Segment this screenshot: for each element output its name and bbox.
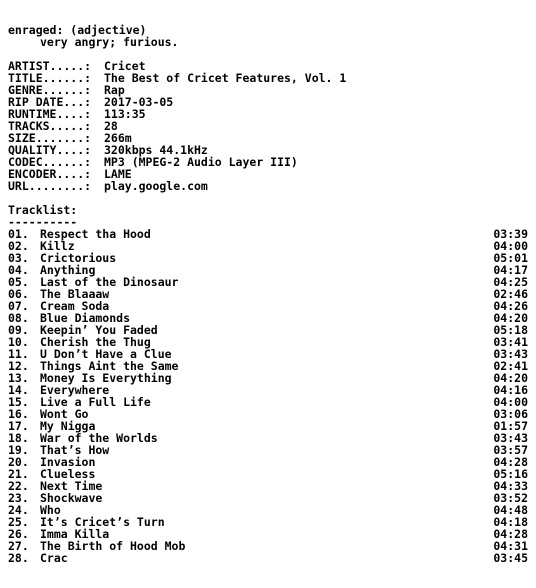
track-duration: 01:57 (493, 419, 528, 433)
metadata-key: RIP DATE...: (8, 95, 92, 109)
track-title: Things Aint the Same (40, 359, 179, 373)
track-duration: 03:57 (493, 443, 528, 457)
track-duration: 04:28 (493, 527, 528, 541)
track-duration: 02:46 (493, 287, 528, 301)
track-duration: 03:06 (493, 407, 528, 421)
track-row (8, 552, 528, 564)
track-duration: 04:16 (493, 383, 528, 397)
track-title: Imma Killa (40, 527, 110, 541)
track-number: 03. (8, 251, 29, 265)
metadata-value: MP3 (MPEG-2 Audio Layer III) (104, 155, 298, 169)
track-title: Crictorious (40, 251, 117, 265)
track-duration: 04:17 (493, 263, 528, 277)
track-number: 15. (8, 395, 29, 409)
track-number: 24. (8, 503, 29, 517)
track-title: Last of the Dinosaur (40, 275, 179, 289)
track-number: 13. (8, 371, 29, 385)
track-number: 27. (8, 539, 29, 553)
track-duration: 05:01 (493, 251, 528, 265)
spacer (8, 192, 528, 204)
metadata-value: Cricet (104, 59, 146, 73)
track-duration: 04:20 (493, 371, 528, 385)
definition-meaning: very angry; furious. (40, 35, 179, 49)
track-duration: 03:52 (493, 491, 528, 505)
metadata-value: 113:35 (104, 107, 146, 121)
track-duration: 04:18 (493, 515, 528, 529)
track-title: Invasion (40, 455, 96, 469)
track-number: 25. (8, 515, 29, 529)
track-duration: 03:45 (493, 551, 528, 565)
metadata-key: TRACKS.....: (8, 119, 92, 133)
metadata-key: ARTIST.....: (8, 59, 92, 73)
track-number: 14. (8, 383, 29, 397)
track-row (8, 540, 528, 552)
track-duration: 05:16 (493, 467, 528, 481)
track-duration: 03:43 (493, 347, 528, 361)
track-title: Wont Go (40, 407, 89, 421)
metadata-value: 266m (104, 131, 132, 145)
track-number: 01. (8, 227, 29, 241)
track-title: Keepin’ You Faded (40, 323, 158, 337)
track-title: It’s Cricet’s Turn (40, 515, 165, 529)
track-title: Anything (40, 263, 96, 277)
track-row (8, 492, 528, 504)
track-number: 12. (8, 359, 29, 373)
track-title: Respect tha Hood (40, 227, 151, 241)
track-number: 21. (8, 467, 29, 481)
metadata-key: TITLE......: (8, 71, 92, 85)
track-duration: 04:48 (493, 503, 528, 517)
track-duration: 03:39 (493, 227, 528, 241)
track-duration: 04:00 (493, 395, 528, 409)
track-number: 10. (8, 335, 29, 349)
track-duration: 02:41 (493, 359, 528, 373)
metadata-key: GENRE......: (8, 83, 92, 97)
track-number: 26. (8, 527, 29, 541)
track-title: The Birth of Hood Mob (40, 539, 186, 553)
track-number: 22. (8, 479, 29, 493)
track-number: 05. (8, 275, 29, 289)
track-duration: 03:41 (493, 335, 528, 349)
metadata-key: URL........: (8, 179, 92, 193)
track-title: Blue Diamonds (40, 311, 131, 325)
track-duration: 03:43 (493, 431, 528, 445)
track-number: 11. (8, 347, 29, 361)
track-title: Killz (40, 239, 75, 253)
track-duration: 04:28 (493, 455, 528, 469)
track-duration: 04:31 (493, 539, 528, 553)
track-title: The Blaaaw (40, 287, 110, 301)
track-number: 08. (8, 311, 29, 325)
metadata-block (8, 60, 528, 192)
metadata-value: Rap (104, 83, 125, 97)
metadata-key: QUALITY....: (8, 143, 92, 157)
track-number: 09. (8, 323, 29, 337)
track-title: Shockwave (40, 491, 103, 505)
track-duration: 04:00 (493, 239, 528, 253)
track-title: War of the Worlds (40, 431, 158, 445)
definition-term: enraged: (adjective) (8, 23, 147, 37)
track-number: 04. (8, 263, 29, 277)
metadata-key: ENCODER....: (8, 167, 92, 181)
track-number: 16. (8, 407, 29, 421)
metadata-key: CODEC......: (8, 155, 92, 169)
track-list (8, 228, 528, 564)
track-title: Cherish the Thug (40, 335, 151, 349)
tracklist-heading: Tracklist: (8, 203, 78, 217)
definition-block (8, 24, 528, 48)
track-number: 07. (8, 299, 29, 313)
track-title: My Nigga (40, 419, 96, 433)
track-number: 23. (8, 491, 29, 505)
track-number: 06. (8, 287, 29, 301)
track-number: 20. (8, 455, 29, 469)
metadata-value: 2017-03-05 (104, 95, 174, 109)
metadata-value: The Best of Cricet Features, Vol. 1 (104, 71, 347, 85)
metadata-key: SIZE.......: (8, 131, 92, 145)
metadata-value: 320kbps 44.1kHz (104, 143, 208, 157)
track-number: 17. (8, 419, 29, 433)
track-title: U Don’t Have a Clue (40, 347, 172, 361)
track-title: That’s How (40, 443, 110, 457)
track-number: 18. (8, 431, 29, 445)
metadata-value: 28 (104, 119, 118, 133)
tracklist-block (8, 204, 528, 564)
track-duration: 04:33 (493, 479, 528, 493)
track-duration: 04:25 (493, 275, 528, 289)
track-duration: 04:26 (493, 299, 528, 313)
track-duration: 04:20 (493, 311, 528, 325)
track-title: Clueless (40, 467, 96, 481)
metadata-value: play.google.com (104, 179, 208, 193)
nfo-document (8, 24, 528, 564)
track-title: Everywhere (40, 383, 110, 397)
track-number: 28. (8, 551, 29, 565)
track-title: Live a Full Life (40, 395, 151, 409)
tracklist-underline: ---------- (8, 215, 78, 229)
track-title: Cream Soda (40, 299, 110, 313)
track-title: Who (40, 503, 61, 517)
track-number: 19. (8, 443, 29, 457)
track-title: Crac (40, 551, 68, 565)
track-duration: 05:18 (493, 323, 528, 337)
metadata-key: RUNTIME....: (8, 107, 92, 121)
track-number: 02. (8, 239, 29, 253)
metadata-value: LAME (104, 167, 132, 181)
track-title: Next Time (40, 479, 103, 493)
track-row (8, 228, 528, 240)
track-title: Money Is Everything (40, 371, 172, 385)
metadata-row-url (8, 180, 528, 192)
